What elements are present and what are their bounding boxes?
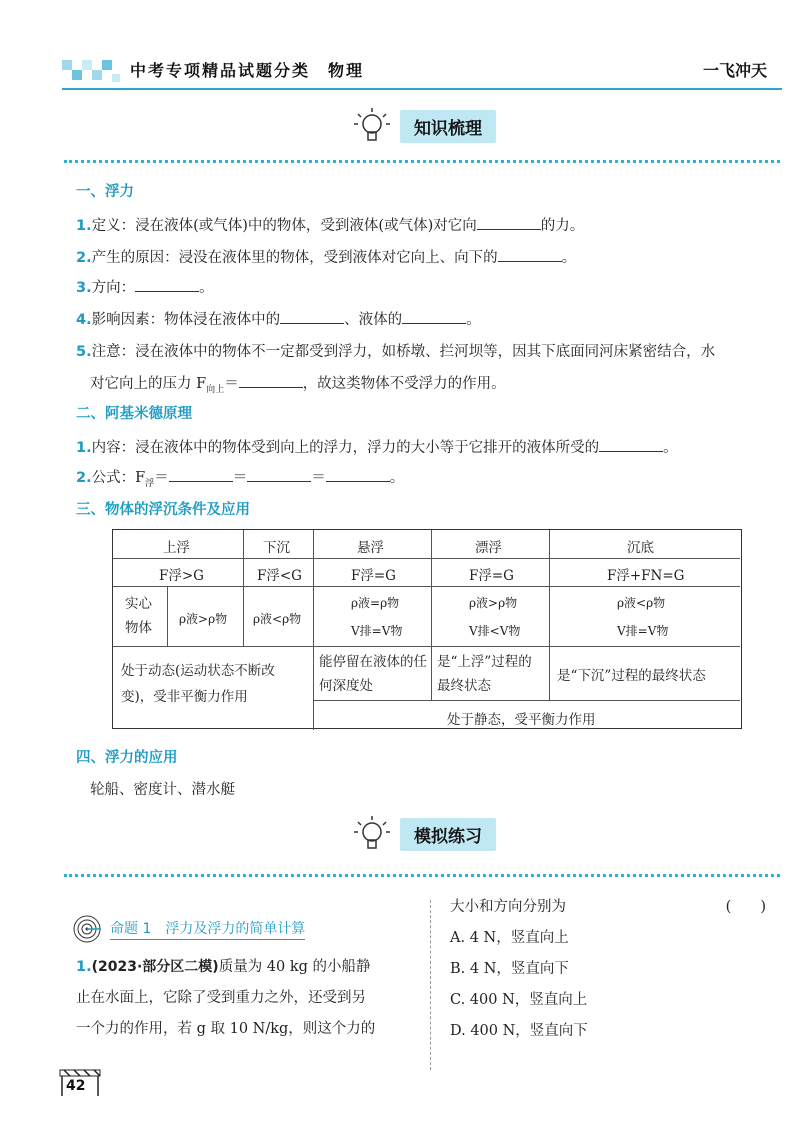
table-cell: V排<V物 [469, 624, 521, 638]
item-direction: 3.方向： 。 [76, 276, 214, 297]
table-cell: 是“上浮”过程的最终状态 [437, 654, 532, 694]
table-header: 上浮 [163, 540, 190, 556]
table-cell: ρ液<ρ物 [253, 612, 302, 626]
blank[interactable] [498, 247, 562, 262]
item-note-line2: 对它向上的压力 $F_{向上}=$ ，故这类物体不受浮力的作用。 [90, 372, 506, 395]
item-definition: 1.定义：浸在液体(或气体)中的物体，受到液体(或气体)对它向 的力。 [76, 214, 584, 235]
float-sink-table [112, 529, 742, 729]
header-brand: 一飞冲天 [703, 61, 768, 80]
item-factors: 4.影响因素：物体浸在液体中的 、液体的 。 [76, 308, 481, 329]
blank[interactable] [599, 437, 663, 452]
section-knowledge-head [350, 104, 496, 148]
section-divider [64, 874, 780, 877]
item-formula: 2.公式：$F_浮=$ ＝ ＝ 。 [76, 466, 404, 489]
option-b[interactable]: B. 4 N，竖直向下 [450, 961, 569, 977]
blank[interactable] [135, 277, 199, 292]
page-number: 42 [58, 1068, 108, 1098]
table-cell: V排=V物 [351, 624, 403, 638]
option-c[interactable]: C. 400 N，竖直向上 [450, 992, 588, 1008]
applications-text: 轮船、密度计、潜水艇 [90, 782, 235, 798]
subheading-applications: 四、浮力的应用 [76, 750, 178, 766]
table-cell: F浮>G [159, 568, 204, 584]
topic-head [72, 914, 305, 944]
table-header: 下沉 [263, 540, 290, 556]
target-icon [72, 914, 102, 944]
table-cell: ρ液=ρ物 [351, 596, 400, 610]
item-cause: 2.产生的原因：浸没在液体里的物体，受到液体对它向上、向下的 。 [76, 246, 576, 267]
lightbulb-icon [350, 812, 394, 856]
table-cell: 处于动态(运动状态不断改变)，受非平衡力作用 [121, 663, 275, 705]
section-practice-title: 模拟练习 [400, 818, 496, 851]
table-cell: ρ液>ρ物 [469, 596, 518, 610]
blank[interactable] [169, 467, 233, 482]
table-cell: 处于静态，受平衡力作用 [447, 712, 596, 728]
table-cell: F浮+FN=G [607, 568, 685, 584]
question-1: 1.(2023·部分区二模)质量为 40 kg 的小船静 止在水面上，它除了受到重力之外，还受到另 一个力的作用，若 g 取 10 N/kg，则这个力的 [76, 959, 376, 1037]
subheading-archimedes: 二、阿基米德原理 [76, 406, 192, 422]
table-cell: F浮<G [257, 568, 302, 584]
section-divider [64, 160, 780, 163]
section-practice-head [350, 812, 496, 856]
item-note: 5.注意：浸在液体中的物体不一定都受到浮力，如桥墩、拦河坝等，因其下底面同河床紧密结合，水 [76, 344, 716, 360]
lightbulb-icon [350, 104, 394, 148]
table-cell: ρ液>ρ物 [179, 612, 228, 626]
subheading-float-sink: 三、物体的浮沉条件及应用 [76, 502, 250, 518]
table-cell: F浮=G [469, 568, 514, 584]
subheading-buoyancy: 一、浮力 [76, 184, 134, 200]
table-header: 悬浮 [357, 540, 384, 556]
blank[interactable] [280, 309, 344, 324]
table-row-label: 实心 物体 [125, 596, 152, 636]
table-cell: 能停留在液体的任何深度处 [319, 654, 427, 694]
table-cell: F浮=G [351, 568, 396, 584]
table-cell: 是“下沉”过程的最终状态 [557, 668, 706, 684]
header-title: 中考专项精品试题分类 物理 [130, 61, 365, 80]
blank[interactable] [402, 309, 466, 324]
blank[interactable] [239, 373, 303, 388]
blank[interactable] [326, 467, 390, 482]
section-knowledge-title: 知识梳理 [400, 110, 496, 143]
topic-title: 命题 1 浮力及浮力的简单计算 [110, 918, 305, 940]
item-content: 1.内容：浸在液体中的物体受到向上的浮力，浮力的大小等于它排开的液体所受的 。 [76, 436, 678, 457]
table-cell: V排=V物 [617, 624, 669, 638]
answer-bracket[interactable]: ( ) [725, 899, 766, 915]
blank[interactable] [477, 215, 541, 230]
option-a[interactable]: A. 4 N，竖直向上 [450, 930, 569, 946]
table-header: 沉底 [627, 540, 654, 556]
option-d[interactable]: D. 400 N，竖直向下 [450, 1023, 588, 1039]
blank[interactable] [247, 467, 311, 482]
table-header: 漂浮 [475, 540, 502, 556]
question-1-continued: 大小和方向分别为 ( ) A. 4 N，竖直向上 B. 4 N，竖直向下 C. 400 N，竖直向上 D. 400 N，竖直向下 [450, 892, 780, 1047]
column-divider [430, 900, 431, 1070]
header-divider [62, 88, 782, 90]
table-cell: ρ液<ρ物 [617, 596, 666, 610]
